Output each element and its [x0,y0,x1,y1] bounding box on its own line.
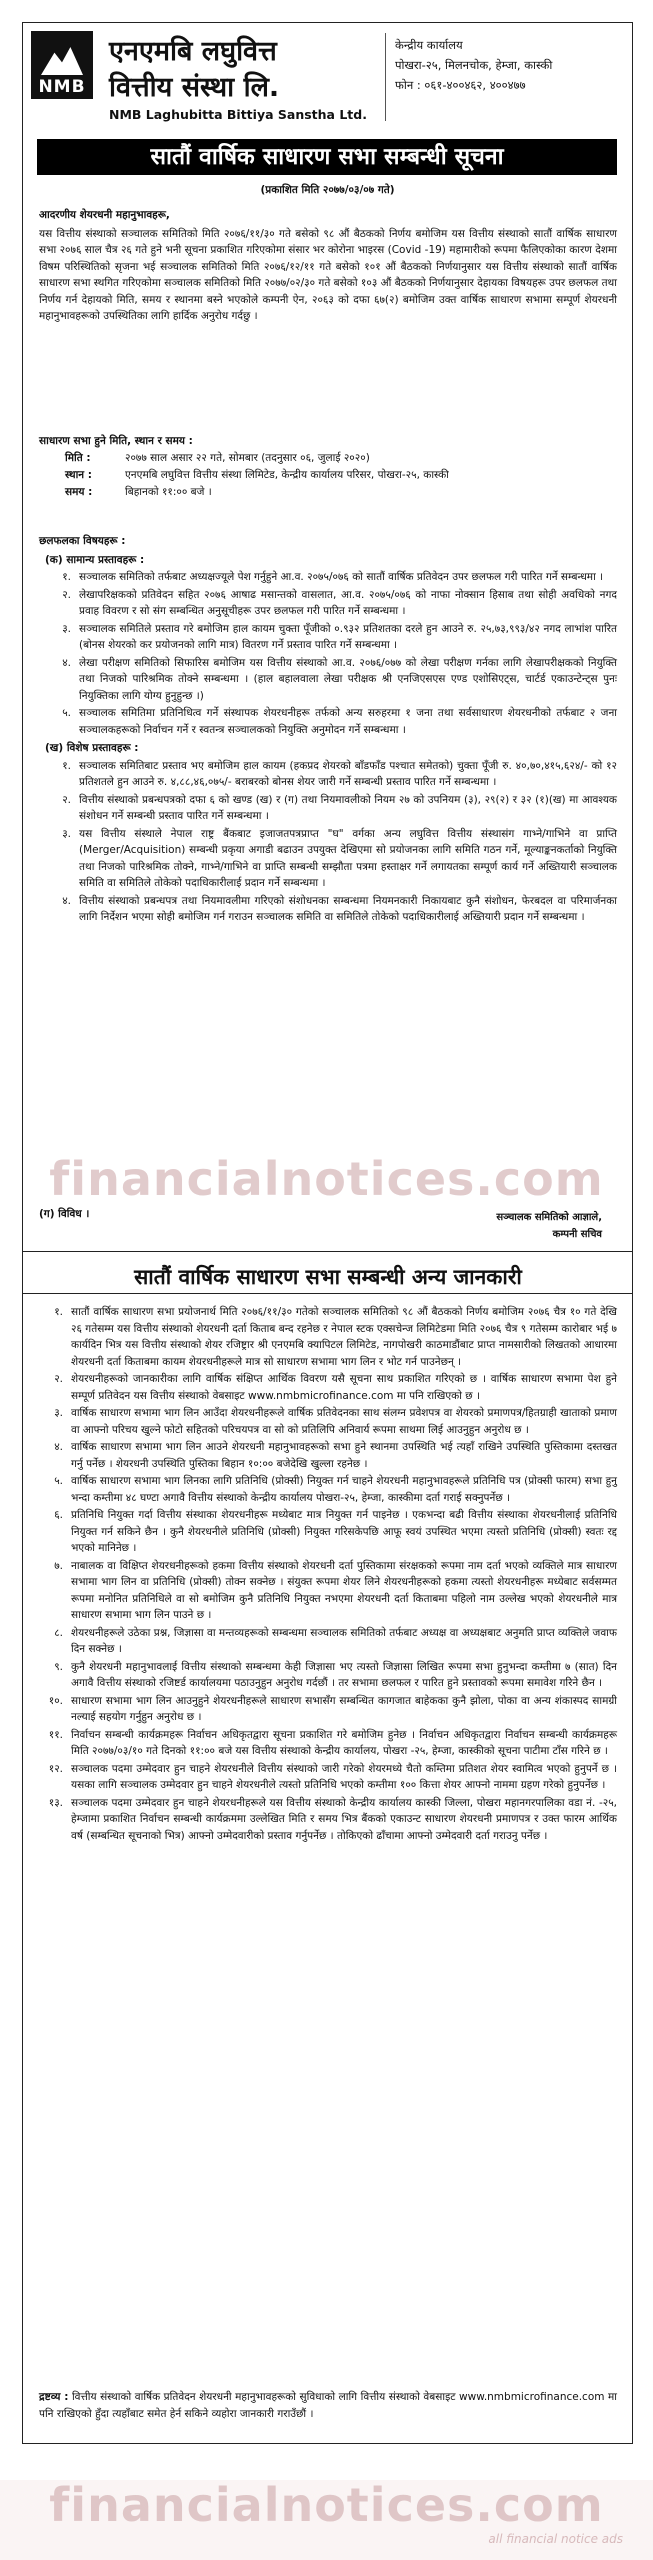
item-text: शेयरधनीहरूले उठेका प्रश्न, जिज्ञासा वा मन्तव्यहरूको सम्बन्धमा सञ्चालक समितिको तर्फबाट अध्यक्ष वा अध्यक्षबाट अनुमति प्राप्त व्यक्तिले जवाफ दिन सक्नेछ । [71,1626,617,1655]
item-number: ४. [62,656,71,669]
meeting-place-value: एनएमबि लघुवित्त वित्तीय संस्था लिमिटेड, केन्द्रीय कार्यालय परिसर, पोखरा-२५, कास्की [125,469,449,481]
item-number: १. [62,759,71,772]
item-text: कुनै शेयरधनी महानुभावलाई वित्तीय संस्थाको सम्बन्धमा केही जिज्ञासा भए त्यस्तो जिज्ञासा लिखित रूपमा सभा हुनुभन्दा कम्तीमा ७ (सात) दिन अगावै वित्तीय संस्थाको रजिष्टर्ड कार्यालयमा पठाउनुहुन अनुरोध गर्दछौं । तर सभामा छलफल र पारित हुने प्रस्तावको रूपमा समावेश गरिने छैन । [71,1660,617,1689]
item-number: ३. [62,827,71,840]
item-number: ५. [62,707,71,719]
header-divider [385,33,386,121]
meeting-date-value: २०७७ साल असार २२ गते, सोमबार (तदनुसार ०६, जुलाई २०२०) [125,452,370,464]
item-number: १. [54,1306,63,1318]
list-item [39,1693,617,1726]
watermark-footer-text: financialnotices.com [49,2478,604,2532]
other-info-list [39,1304,617,1844]
publish-date: (प्रकाशित मिति २०७७/०३/०७ गते) [260,184,395,196]
item-text: सञ्चालक पदमा उम्मेदवार हुन चाहने शेयरधनीहरूले यस वित्तीय संस्थाको केन्द्रीय कार्यालय कास्की जिल्ला, पोखरा महानगरपालिका वडा नं. -२५, हेम्जामा प्रकाशित निर्वाचन सम्बन्धी कार्यक्रममा उल्लेखित मिति र समय भित्र बैंकको एकाउन्ट साधारण शेयरधनी प्रमाणपत्र र उक्त फारम आर्थिक वर्ष (सम्बन्धित सूचनाको भित्र) आफ्नो उम्मेदवारीको प्रस्ताव गर्नुपर्नेछ । तोकिएको ढाँचामा आफ्नो उम्मेदवारी दर्ता गराउनु पर्नेछ । [71,1796,617,1842]
item-number: १२. [48,1762,63,1775]
list-item [39,893,617,926]
item-text: प्रतिनिधि नियुक्त गर्दा वित्तीय संस्थाका शेयरधनीहरू मध्येबाट मात्र नियुक्त गर्न पाइनेछ । एकभन्दा बढी वित्तीय संस्थाका शेयरधनीलाई प्रतिनिधि नियुक्त गर्न सकिने छैन । कुनै शेयरधनीले प्रतिनिधि (प्रोक्सी) नियुक्त गरिसकेपछि आफू स्वयं उपस्थित भएमा त्यस्तो प्रतिनिधि (प्रोक्सी) स्वतः रद्द भएको मानिनेछ । [71,1509,617,1554]
intro-section [39,207,617,325]
notice-header [23,23,632,131]
item-text: लेखा परीक्षण समितिको सिफारिस बमोजिम यस वित्तीय संस्थाको आ.व. २०७६/०७७ को लेखा परीक्षण गर्नका लागि लेखापरीक्षकको नियुक्ति तथा निजको पारिश्रमिक तोक्ने सम्बन्धमा । (हाल बहालवाला लेखा परीक्षक श्री एनजिएसएस एण्ड एशोसिएट्स, चार्टर्ड एकाउन्टेन्ट्स पुनः नियुक्तिका लागि योग्य हुनुहुन्छ ।) [79,656,617,702]
list-item [39,587,617,620]
list-item [39,621,617,654]
meeting-place-row [39,467,617,484]
note-section [39,2389,617,2422]
meeting-place-label: स्थान : [65,469,92,481]
list-item [39,758,617,791]
office-info [395,35,623,95]
item-text: सञ्चालक समितिबाट प्रस्ताव भए बमोजिम हाल कायम (हकप्रद शेयरको बाँडफाँड पश्चात समेतको) चुक्ता पूँजी रु. ४०,७०,४१५,६२४/- को १२ प्रतिशतले हुन आउने रु. ४,८८,४६,०७५/- बराबरको बोनस शेयर जारी गर्ने सम्बन्धी प्रस्ताव पारित गर्ने सम्बन्धमा । [79,759,617,788]
item-number: २. [62,588,71,601]
item-text: नाबालक वा विक्षिप्त शेयरधनीहरूको हकमा वित्तीय संस्थाको शेयरधनी दर्ता पुस्तिकामा संरक्षकको रूपमा नाम दर्ता भएको व्यक्तिले मात्र साधारण सभामा भाग लिन वा प्रतिनिधि (प्रोक्सी) तोक्न सक्नेछ । संयुक्त रूपमा शेयर लिने शेयरधनीहरूको हकमा त्यस्तो शेयरधनीहरू मध्येबाट सर्वसम्मत रूपमा मनोनित प्रतिनिधिले वा सो बमोजिम कुनै प्रतिनिधि नियुक्त नभएमा शेयरधनी दर्ता किताबमा पहिलो नाम उल्लेख भएको शेयरधनीले मात्र साधारण सभामा भाग लिन पाउने छ । [71,1559,617,1621]
office-phone: फोन : ०६१-४००४६२, ४००४७७ [395,78,526,92]
item-number: ४. [54,1441,63,1453]
item-number: ३. [62,622,71,635]
other-info-section [39,1303,617,1845]
item-number: ४. [62,894,71,907]
watermark-tagline: all financial notice ads [488,2532,623,2546]
item-number: ८. [54,1626,63,1639]
list-item [39,1727,617,1760]
item-text: वित्तीय संस्थाको प्रबन्धपत्रको दफा ६ को खण्ड (ख) र (ग) तथा नियमावलीको नियम २७ को उपनियम (३), २९(२) र ३२ (१)(ख) मा आवश्यक संशोधन गर्ने सम्बन्धी प्रस्ताव पारित गर्ने सम्बन्धमा । [79,793,617,822]
org-name-en: NMB Laghubitta Bittiya Sanstha Ltd. [109,107,367,122]
meeting-details [39,433,617,501]
item-number: ७. [54,1559,63,1572]
list-item [39,1371,617,1404]
item-text: वार्षिक साधारण सभामा भाग लिन आउने शेयरधनी महानुभावहरूको सभा हुने स्थानमा उपस्थिति भई त्यहाँ राखिने उपस्थिति पुस्तिकामा दस्तखत गर्नु पर्नेछ । शेयरधनी उपस्थिति पुस्तिका बिहान १०:०० बजेदेखि खुल्ला रहनेछ । [71,1441,617,1470]
item-text: साधारण सभामा भाग लिन आउनुहुने शेयरधनीहरूले साधारण सभासँग सम्बन्धित कागजात बाहेकका कुनै झोला, पोका वा अन्य शंकास्पद सामग्री नल्याई सहयोग गर्नुहुन अनुरोध छ । [71,1694,617,1723]
meeting-time-value: बिहानको ११:०० बजे । [125,486,212,498]
list-item [39,1659,617,1692]
logo-abbr: NMB [38,77,86,97]
item-number: ३. [54,1407,63,1419]
item-text: शेयरधनीहरूको जानकारीका लागि वार्षिक संक्षिप्त आर्थिक विवरण यसै सूचना साथ प्रकाशित गरिएको छ । वार्षिक साधारण सभामा पेश हुने सम्पूर्ण प्रतिवेदन यस वित्तीय संस्थाको वेबसाइट www.nmbmicrofinance.com मा पनि राखिएको छ । [71,1373,617,1402]
agenda-section [39,533,617,927]
item-number: १०. [48,1694,63,1707]
signature-line1: सञ्चालक समितिको आज्ञाले, [496,1212,602,1223]
special-proposals-list [39,758,617,926]
ordinary-proposals-title: (क) सामान्य प्रस्तावहरू : [45,553,145,566]
list-item [39,1625,617,1658]
item-text: सञ्चालक समितिले प्रस्ताव गरे बमोजिम हाल कायम चुक्ता पूँजीको ०.९३२ प्रतिशतका दरले हुन आउने रु. २५,७३,९९३/४२ नगद लाभांश पारित (बोनस शेयरको कर प्रयोजनको लागि मात्र) वितरण गर्ने प्रस्ताव पारित गर्ने सम्बन्धमा । [79,622,617,651]
item-text: निर्वाचन सम्बन्धी कार्यक्रमहरू निर्वाचन अधिकृतद्वारा सूचना प्रकाशित गरे बमोजिम हुनेछ । निर्वाचन अधिकृतद्वारा निर्वाचन सम्बन्धी कार्यक्रमहरू मिति २०७७/०३/१० गते दिनको ११:०० बजे यस वित्तीय संस्थाको केन्द्रीय कार्यालय, पोखरा -२५, हेम्जा, कास्कीको सूचना पाटीमा टाँस गरिने छ । [71,1728,617,1757]
office-label: केन्द्रीय कार्यालय [395,38,463,52]
item-text: सञ्चालक समितिको तर्फबाट अध्यक्षज्यूले पेश गर्नुहुने आ.व. २०७५/०७६ को सातौं वार्षिक प्रतिवेदन उपर छलफल गरी पारित गर्ने सम्बन्धमा । [79,571,604,583]
salutation: आदरणीय शेयरधनी महानुभावहरू, [39,209,170,221]
list-item [39,1558,617,1624]
ordinary-proposals-list [39,569,617,738]
agenda-title: छलफलका विषयहरू : [39,535,126,547]
list-item [39,1795,617,1845]
item-text: यस वित्तीय संस्थाले नेपाल राष्ट्र बैंकबाट इजाजतपत्रप्राप्त "घ" वर्गका अन्य लघुवित्त वित्तीय संस्थासंग गाभ्ने/गाभिने वा प्राप्ति (Merger/Acquisition) सम्बन्धी प्रकृया अगाडी बढाउन उपयुक्त देखिएमा सो प्रयोजनका लागि समिति गठन गर्ने, मूल्याङ्कनकर्ताको नियुक्ति तथा निजको पारिश्रमिक तोक्ने, गाभ्ने/गाभिने वा प्राप्ति सम्बन्धी सम्झौता पत्रमा हस्ताक्षर गर्ने लगायतका सम्पूर्ण कार्य गर्ने अख्तियारी सञ्चालक समिति वा समितिले तोकेको पदाधिकारीलाई प्रदान गर्ने सम्बन्धमा । [79,827,617,889]
notice-title-banner: सातौं वार्षिक साधारण सभा सम्बन्धी सूचना [37,139,617,175]
section-divider [23,1251,632,1252]
item-number: ११. [48,1728,63,1741]
item-number: ५. [54,1475,63,1487]
company-logo [31,31,93,123]
item-number: ६. [54,1509,63,1521]
meeting-title: साधारण सभा हुने मिति, स्थान र समय : [39,435,193,447]
item-text: सञ्चालक समितिमा प्रतिनिधित्व गर्ने संस्थापक शेयरधनीहरू तर्फको अन्य सरुहरमा १ जना तथा सर्वसाधारण शेयरधनीको तर्फबाट २ जना सञ्चालकहरूको निर्वाचन गर्ने र स्वतन्त्र सञ्चालकको नियुक्ति अनुमोदन गर्ने सम्बन्धमा । [79,707,617,736]
office-address: पोखरा-२५, मिलनचोक, हेम्जा, कास्की [395,58,553,72]
notice-sheet [22,22,633,2444]
list-item [39,1473,617,1506]
note-label: द्रष्टव्य : [39,2391,69,2403]
item-text: लेखापरिक्षकको प्रतिवेदन सहित २०७६ आषाढ मसान्तको वासलात, आ.व. २०७५/०७६ को नाफा नोक्सान हिसाब तथा सोही अवधिको नगद प्रवाह विवरण र सो संग सम्बन्धित अनुसूचीहरू उपर छलफल गरी पारित गर्ने सम्बन्धमा । [79,588,617,617]
list-item [39,1304,617,1370]
intro-paragraph: यस वित्तीय संस्थाको सञ्चालक समितिको मिति २०७६/११/३० गते बसेको ९८ औं बैठकको निर्णय बमोजिम यस वित्तीय संस्थाको सातौं वार्षिक साधारण सभा २०७६ साल चैत्र २६ गते हुने भनी सूचना प्रकाशित गरिएकोमा संसार भर कोरोना भाइरस (Covid -19) महामारीको रूपमा फैलिएकोका कारण देशमा विषम परिस्थितिको सृजना भई सञ्चालक समितिको मिति २०७६/१२/११ गते बसेको १०१ औं बैठकको निर्णयानुसार यस वित्तीय संस्थाको सातौं वार्षिक साधारण सभा स्थगित गरिएकोमा सञ्चालक समितिको मिति २०७७/०२/३० गते बसेको १०३ औं बैठकको निर्णयानुसार देहायका विषयहरू उपर छलफल तथा निर्णय गर्न देहायको मिति, समय र स्थानमा बस्ने भएकोले कम्पनी ऐन, २०६३ को दफा ६७(२) बमोजिम उक्त वार्षिक साधारण सभामा सम्पूर्ण शेयरधनी महानुभावहरूको उपस्थितिका लागि हार्दिक अनुरोध गर्दछु । [39,227,617,322]
item-number: १३. [48,1796,63,1809]
list-item [39,1405,617,1438]
org-name-np-line2: वित्तीय संस्था लि. [109,72,280,103]
meeting-date-row [39,450,617,467]
note-text: वित्तीय संस्थाको वार्षिक प्रतिवेदन शेयरधनी महानुभावहरूको सुविधाको लागि वित्तीय संस्थाको वेबसाइट www.nmbmicrofinance.com मा पनि राखिएको हुँदा त्यहाँबाट समेत हेर्न सकिने व्यहोरा जानकारी गराउँछौं । [39,2391,617,2420]
section-divider [23,1293,632,1294]
meeting-time-label: समय : [65,486,93,498]
org-name-np-line1: एनएमबि लघुवित्त [109,36,277,67]
list-item [39,569,617,586]
item-text: सातौं वार्षिक साधारण सभा प्रयोजनार्थ मिति २०७६/११/३० गतेको सञ्चालक समितिको ९८ औं बैठकको निर्णय बमोजिम २०७६ चैत्र १० गते देखि २६ गतेसम्म यस वित्तीय संस्थाको शेयरधनी दर्ता किताब बन्द रहनेछ र नेपाल स्टक एक्सचेन्ज लिमिटेडमा मिति २०७६ चैत्र ९ गतेसम्म कारोबार भई ७ कार्यदिन भित्र यस वित्तीय संस्थाको शेयर रजिष्ट्रार श्री एनएमबि क्यापिटल लिमिटेड, नागपोखरी काठमाडौंबाट प्राप्त नामसारीको लिखतको आधारमा शेयरधनी दर्ता किताबमा कायम शेयरधनीहरूले मात्र सो साधारण सभामा भाग लिन र भोट गर्न पाउनेछन् । [71,1306,617,1368]
misc-title: (ग) विविध । [39,1208,90,1220]
list-item [39,1761,617,1794]
item-number: ९. [54,1660,63,1673]
item-text: वित्तीय संस्थाको प्रबन्धपत्र तथा नियमावलीमा गरिएको संशोधनका सम्बन्धमा नियमनकारी निकायबाट कुनै संशोधन, फेरबदल वा परिमार्जनका लागि निर्देशन भएमा सोही बमोजिम गर्न गराउन सञ्चालक समिति वा समितिले तोकेको पदाधिकारीलाई अख्तियारी प्रदान गर्ने सम्बन्धमा । [79,894,617,923]
watermark-text: financialnotices.com [49,1152,604,1206]
signature-block [496,1209,602,1243]
list-item [39,792,617,825]
list-item [39,655,617,705]
item-text: वार्षिक साधारण सभामा भाग लिनका लागि प्रतिनिधि (प्रोक्सी) नियुक्त गर्न चाहने शेयरधनी महानुभावहरूले प्रतिनिधि पत्र (प्रोक्सी फारम) सभा हुनु भन्दा कम्तीमा ४८ घण्टा अगावै वित्तीय संस्थाको केन्द्रीय कार्यालय पोखरा-२५, हेम्जा, कास्कीमा दर्ता गराई सक्नुपर्नेछ । [71,1475,617,1504]
list-item [39,826,617,892]
list-item [39,1439,617,1472]
list-item [39,1507,617,1557]
item-text: वार्षिक साधारण सभामा भाग लिन आउँदा शेयरधनीहरूले वार्षिक प्रतिवेदनका साथ संलग्न प्रवेशपत्र वा शेयरको प्रमाणपत्र/हितग्राही खाताको प्रमाण वा आफ्नो परिचय खुल्ने फोटो सहितको परिचयपत्र वा सो को प्रतिलिपि अनिवार्य रूपमा साथमा लिई आउनुहुन अनुरोध छ । [71,1407,617,1436]
item-number: २. [62,793,71,806]
other-info-title: सातौं वार्षिक साधारण सभा सम्बन्धी अन्य जानकारी [134,1265,522,1289]
special-proposals-title: (ख) विशेष प्रस्तावहरू : [45,742,139,754]
item-number: २. [54,1373,63,1385]
item-text: सञ्चालक पदमा उम्मेदवार हुन चाहने शेयरधनीले वित्तीय संस्थाको जारी गरेको शेयरमध्ये चैतो कम्तिमा प्रतिशत शेयर स्वामित्व भएको हुनुपर्ने छ । यसका लागि सञ्चालक उम्मेदवार हुन चाहने शेयरधनीले त्यस्तो प्रतिनिधि भएको कम्तीमा १०० कित्ता शेयर आफ्नो नाममा ग्रहण गरेको हुनुपर्नेछ । [71,1762,617,1791]
list-item [39,705,617,738]
signature-line2: कम्पनी सचिव [552,1229,602,1240]
item-number: १. [62,571,71,583]
meeting-date-label: मिति : [65,452,91,464]
meeting-time-row [39,484,617,501]
